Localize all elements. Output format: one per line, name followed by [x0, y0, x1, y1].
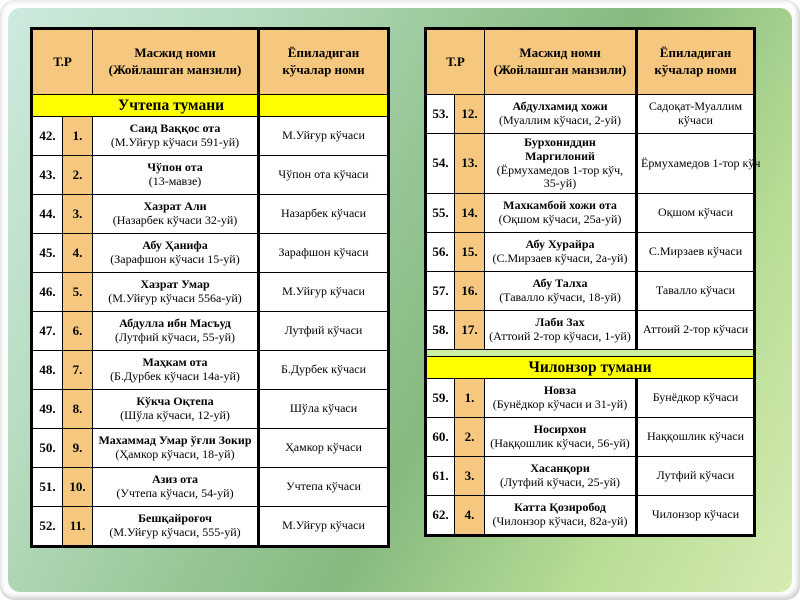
- row-number-cell: 62.: [426, 496, 455, 536]
- mosque-address: (М.Уйғур кўчаси, 555-уй): [109, 525, 241, 539]
- mosque-name: Абдулхамид хожи: [512, 99, 608, 114]
- spacer-row: [426, 350, 755, 357]
- row-number-cell: 44.: [32, 195, 63, 234]
- streets-cell: Тавалло кўчаси: [637, 272, 755, 311]
- row-subnumber-cell: 3.: [63, 195, 93, 234]
- streets-cell: Ёрмухамедов 1-тор кўч: [637, 134, 755, 194]
- mosque-name-cell: [485, 379, 637, 418]
- mosque-name-cell: [485, 95, 637, 134]
- mosque-name: Бурхониддин Маргилоний: [524, 135, 596, 163]
- section-header-row: [426, 357, 755, 379]
- column-header-streets: Ёпиладиган кўчалар номи: [259, 29, 389, 95]
- mosque-table-right: [424, 27, 761, 537]
- row-number-cell: 51.: [32, 468, 63, 507]
- row-subnumber-cell: 14.: [455, 194, 485, 233]
- mosque-name: Новза: [543, 383, 577, 398]
- streets-cell: Аттоий 2-тор кўчаси: [637, 311, 755, 350]
- mosque-name: Абу Ҳанифа: [142, 238, 208, 253]
- mosque-name-cell: [93, 351, 259, 390]
- row-number-cell: 48.: [32, 351, 63, 390]
- mosque-name: Саид Ваққос ота: [129, 121, 221, 136]
- mosque-name: Абдулла ибн Масъуд: [119, 316, 231, 331]
- row-subnumber-cell: 11.: [63, 507, 93, 547]
- table-row: [32, 156, 389, 195]
- section-title: Учтепа тумани: [32, 95, 259, 117]
- mosque-address: (Оқшом кўчаси, 25а-уй): [498, 212, 622, 227]
- mosque-name-cell: [485, 194, 637, 233]
- row-subnumber-cell: 1.: [63, 117, 93, 156]
- mosque-name-cell: [93, 156, 259, 195]
- mosque-name: Абу Хурайра: [525, 237, 595, 252]
- mosque-address: (Зарафшон кўчаси 15-уй): [110, 252, 240, 266]
- row-subnumber-cell: 8.: [63, 390, 93, 429]
- table-row: [32, 507, 389, 547]
- mosque-name: Лаби Зах: [535, 315, 585, 330]
- mosque-address: (Лутфий кўчаси, 55-уй): [114, 330, 236, 344]
- row-number-cell: 53.: [426, 95, 455, 134]
- mosque-address: (Шўла кўчаси, 12-уй): [120, 408, 230, 422]
- mosque-name: Хазрат Умар: [140, 277, 210, 292]
- row-subnumber-cell: 16.: [455, 272, 485, 311]
- mosque-address: (Учтепа кўчаси, 54-уй): [116, 486, 234, 500]
- mosque-name-cell: [93, 273, 259, 312]
- mosque-name: Бешқайроғоч: [138, 511, 212, 526]
- column-header-tr: Т.Р: [32, 29, 93, 95]
- row-number-cell: 57.: [426, 272, 455, 311]
- mosque-name-cell: [93, 390, 259, 429]
- row-number-cell: 52.: [32, 507, 63, 547]
- row-subnumber-cell: 17.: [455, 311, 485, 350]
- section-spacer: [426, 350, 755, 357]
- column-header-tr: Т.Р: [426, 29, 485, 95]
- mosque-name-cell: [93, 234, 259, 273]
- table-row: [426, 457, 755, 496]
- mosque-name-cell: [485, 496, 637, 536]
- row-subnumber-cell: 3.: [455, 457, 485, 496]
- row-number-cell: 45.: [32, 234, 63, 273]
- mosque-address: (Ёрмухамедов 1-тор кўч, 35-уй): [496, 162, 624, 191]
- mosque-name: Маҳкам ота: [142, 355, 208, 370]
- column-header-mosque: [485, 29, 637, 95]
- table-row: [32, 234, 389, 273]
- column-header-mosque-title: Масжид номи: [519, 45, 601, 61]
- mosque-name-cell: [485, 272, 637, 311]
- table-row: [426, 233, 755, 272]
- mosque-name-cell: [485, 457, 637, 496]
- streets-cell: Учтепа кўчаси: [259, 468, 389, 507]
- mosque-name-cell: [485, 418, 637, 457]
- table-row: [426, 496, 755, 536]
- mosque-address: (Аттоий 2-тор кўчаси, 1-уй): [489, 329, 631, 344]
- column-header-mosque: [93, 29, 259, 95]
- mosque-address: (Ҳамкор кўчаси, 18-уй): [115, 447, 235, 461]
- mosque-table-left: [30, 27, 390, 548]
- row-number-cell: 50.: [32, 429, 63, 468]
- row-number-cell: 56.: [426, 233, 455, 272]
- mosque-name: Хасанқори: [530, 461, 590, 476]
- streets-cell: Лутфий кўчаси: [637, 457, 755, 496]
- table-row: [426, 134, 755, 194]
- mosque-name-cell: [93, 117, 259, 156]
- row-number-cell: 42.: [32, 117, 63, 156]
- table-row: [426, 311, 755, 350]
- streets-cell: Бунёдкор кўчаси: [637, 379, 755, 418]
- column-header-mosque-subtitle: (Жойлашган манзили): [108, 62, 242, 77]
- row-number-cell: 58.: [426, 311, 455, 350]
- mosque-name-cell: [485, 233, 637, 272]
- mosque-address: (Лутфий кўчаси, 25-уй): [499, 475, 621, 490]
- section-title: Чилонзор тумани: [426, 357, 755, 379]
- streets-cell: М.Уйғур кўчаси: [259, 507, 389, 547]
- row-subnumber-cell: 13.: [455, 134, 485, 194]
- row-subnumber-cell: 2.: [455, 418, 485, 457]
- row-subnumber-cell: 9.: [63, 429, 93, 468]
- mosque-address: (Назарбек кўчаси 32-уй): [112, 213, 238, 227]
- table-row: [426, 418, 755, 457]
- row-subnumber-cell: 5.: [63, 273, 93, 312]
- row-subnumber-cell: 4.: [63, 234, 93, 273]
- row-number-cell: 61.: [426, 457, 455, 496]
- streets-cell: Зарафшон кўчаси: [259, 234, 389, 273]
- mosque-address: (М.Уйғур кўчаси 556а-уй): [108, 291, 242, 305]
- mosque-name: Чўпон ота: [147, 160, 203, 175]
- row-subnumber-cell: 6.: [63, 312, 93, 351]
- row-number-cell: 47.: [32, 312, 63, 351]
- table-row: [32, 351, 389, 390]
- section-header-row: [32, 95, 389, 117]
- streets-cell: Лутфий кўчаси: [259, 312, 389, 351]
- row-number-cell: 43.: [32, 156, 63, 195]
- table-row: [32, 195, 389, 234]
- mosque-name-cell: [93, 468, 259, 507]
- streets-cell: Шўла кўчаси: [259, 390, 389, 429]
- mosque-address: (Б.Дурбек кўчаси 14а-уй): [110, 369, 240, 383]
- mosque-address: (Тавалло кўчаси, 18-уй): [499, 290, 621, 305]
- table-row: [426, 194, 755, 233]
- table-row: [426, 379, 755, 418]
- row-number-cell: 59.: [426, 379, 455, 418]
- table-row: [426, 95, 755, 134]
- table-row: [426, 272, 755, 311]
- mosque-address: (13-мавзе): [148, 174, 202, 188]
- column-header-streets: Ёпиладиган кўчалар номи: [637, 29, 755, 95]
- streets-cell: Б.Дурбек кўчаси: [259, 351, 389, 390]
- streets-cell: Ҳамкор кўчаси: [259, 429, 389, 468]
- header-row: [426, 29, 755, 95]
- table-row: [32, 468, 389, 507]
- mosque-name: Кўкча Оқтепа: [136, 394, 214, 409]
- streets-cell: Назарбек кўчаси: [259, 195, 389, 234]
- column-header-mosque-title: Масжид номи: [134, 45, 216, 61]
- streets-cell: Наққошлик кўчаси: [637, 418, 755, 457]
- mosque-name-cell: [93, 195, 259, 234]
- streets-cell: С.Мирзаев кўчаси: [637, 233, 755, 272]
- mosque-name: Махкамбой хожи ота: [503, 198, 617, 213]
- mosque-address: (Муаллим кўчаси, 2-уй): [499, 113, 621, 127]
- mosque-name-cell: [93, 429, 259, 468]
- table-row: [32, 117, 389, 156]
- row-subnumber-cell: 15.: [455, 233, 485, 272]
- row-subnumber-cell: 10.: [63, 468, 93, 507]
- streets-cell: М.Уйғур кўчаси: [259, 117, 389, 156]
- table-row: [32, 312, 389, 351]
- mosque-name-cell: [93, 507, 259, 547]
- row-subnumber-cell: 2.: [63, 156, 93, 195]
- column-header-mosque-subtitle: (Жойлашган манзили): [493, 62, 627, 77]
- mosque-address: (Наққошлик кўчаси, 56-уй): [490, 436, 630, 451]
- streets-cell: Оқшом кўчаси: [637, 194, 755, 233]
- row-subnumber-cell: 7.: [63, 351, 93, 390]
- mosque-address: (Чилонзор кўчаси, 82а-уй): [492, 514, 628, 529]
- streets-cell: М.Уйғур кўчаси: [259, 273, 389, 312]
- mosque-address: (С.Мирзаев кўчаси, 2а-уй): [492, 251, 628, 266]
- mosque-name: Махаммад Умар ўғли Зокир: [98, 433, 252, 448]
- row-number-cell: 60.: [426, 418, 455, 457]
- header-row: [32, 29, 389, 95]
- mosque-address: (Бунёдкор кўчаси и 31-уй): [492, 397, 628, 412]
- mosque-name: Хазрат Али: [143, 199, 207, 214]
- mosque-address: (М.Уйғур кўчаси 591-уй): [110, 135, 240, 149]
- row-number-cell: 54.: [426, 134, 455, 194]
- row-subnumber-cell: 4.: [455, 496, 485, 536]
- table-row: [32, 429, 389, 468]
- section-filler: [259, 95, 389, 117]
- streets-cell: Чилонзор кўчаси: [637, 496, 755, 536]
- row-subnumber-cell: 12.: [455, 95, 485, 134]
- row-number-cell: 55.: [426, 194, 455, 233]
- table-row: [32, 273, 389, 312]
- mosque-name: Азиз ота: [151, 472, 199, 487]
- mosque-name: Носирхон: [533, 422, 587, 437]
- mosque-name: Катта Қозиробод: [514, 500, 606, 515]
- mosque-name-cell: [485, 311, 637, 350]
- streets-cell: Садоқат-Муаллим кўчаси: [637, 95, 755, 134]
- row-number-cell: 46.: [32, 273, 63, 312]
- mosque-name-cell: [93, 312, 259, 351]
- mosque-name: Абу Талха: [532, 276, 588, 291]
- row-number-cell: 49.: [32, 390, 63, 429]
- mosque-name-cell: [485, 134, 637, 194]
- table-row: [32, 390, 389, 429]
- streets-cell: Чўпон ота кўчаси: [259, 156, 389, 195]
- row-subnumber-cell: 1.: [455, 379, 485, 418]
